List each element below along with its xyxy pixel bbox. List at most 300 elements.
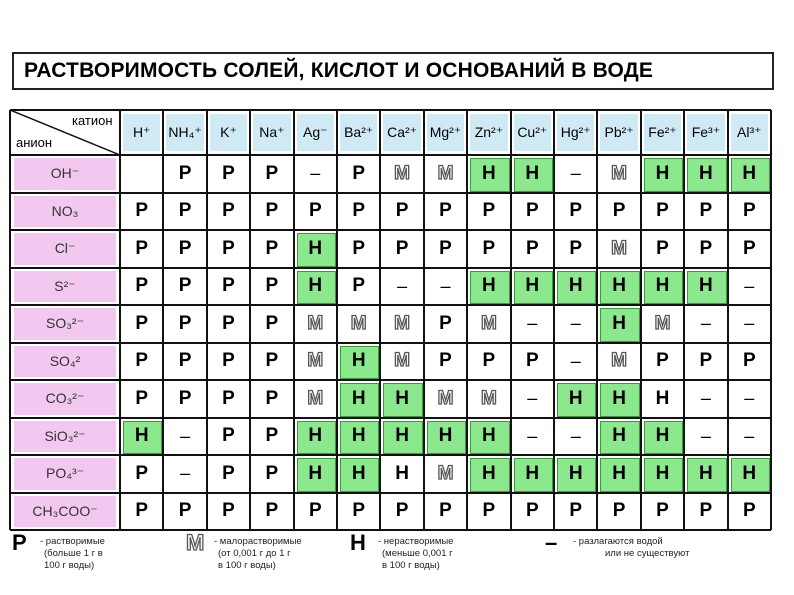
- legend-text: 100 г воды): [44, 560, 95, 571]
- solubility-value: Н: [568, 275, 583, 297]
- solubility-value: –: [180, 425, 191, 446]
- anion-header-8: [14, 458, 116, 490]
- solubility-value: Р: [265, 462, 279, 484]
- grid-line-vertical: [379, 110, 381, 530]
- solubility-value: Н: [525, 162, 540, 184]
- solubility-cell: [294, 493, 337, 531]
- legend-text: (меньше 0,001 г: [382, 548, 453, 559]
- solubility-value: М: [437, 387, 454, 409]
- cation-header-11: [600, 114, 637, 151]
- solubility-value: Н: [395, 462, 409, 484]
- anion-label: Cl⁻: [54, 240, 76, 257]
- solubility-value: Н: [482, 275, 496, 297]
- solubility-value: Р: [265, 500, 279, 522]
- solubility-cell: [728, 193, 771, 231]
- solubility-cell: [728, 268, 771, 306]
- solubility-value: –: [744, 313, 755, 334]
- solubility-value: Р: [742, 500, 756, 522]
- solubility-value: Р: [699, 500, 713, 522]
- solubility-cell: [207, 268, 250, 306]
- solubility-value: М: [307, 387, 324, 409]
- solubility-value: Н: [438, 425, 453, 447]
- solubility-value: Р: [135, 462, 149, 484]
- solubility-cell: [597, 230, 640, 268]
- solubility-value: Р: [352, 275, 366, 297]
- solubility-value: Н: [395, 425, 409, 447]
- solubility-value: Р: [308, 500, 322, 522]
- cation-header-10: [557, 114, 594, 151]
- solubility-value: Р: [482, 350, 496, 372]
- solubility-value: –: [527, 388, 538, 409]
- solubility-value: Р: [222, 462, 235, 484]
- grid-line-vertical: [336, 110, 338, 530]
- cation-header-6: [383, 114, 420, 151]
- legend-text: - разлагаются водой: [573, 536, 663, 547]
- cation-label: NH₄⁺: [168, 124, 202, 140]
- solubility-cell: [641, 268, 684, 306]
- solubility-cell: [554, 493, 597, 531]
- solubility-cell: [684, 493, 727, 531]
- solubility-cell: [511, 155, 554, 193]
- grid-line-vertical: [510, 110, 512, 530]
- solubility-value: Р: [439, 237, 452, 259]
- legend-text: или не существуют: [605, 548, 690, 559]
- solubility-value: Р: [742, 237, 756, 259]
- grid-line-horizontal: [10, 267, 771, 269]
- solubility-cell: [684, 193, 727, 231]
- solubility-cell: [250, 380, 293, 418]
- cation-header-3: [253, 114, 290, 151]
- solubility-value: Н: [568, 462, 583, 484]
- anion-corner-label: анион: [16, 135, 53, 150]
- solubility-cell: [554, 193, 597, 231]
- solubility-value: М: [480, 387, 497, 409]
- grid-line-horizontal: [10, 192, 771, 194]
- cation-header-14: [731, 114, 768, 151]
- solubility-cell: [380, 305, 423, 343]
- solubility-cell: [554, 230, 597, 268]
- solubility-cell: [597, 155, 640, 193]
- solubility-cell: [337, 268, 380, 306]
- solubility-cell: [294, 155, 337, 193]
- legend-symbol: Р: [12, 530, 27, 555]
- solubility-value: Н: [308, 275, 323, 297]
- solubility-cell: [511, 305, 554, 343]
- solubility-value: –: [180, 463, 191, 484]
- solubility-value: Р: [439, 200, 452, 222]
- legend-symbol: –: [545, 530, 558, 555]
- legend-text: - нерастворимые: [378, 536, 454, 547]
- cation-label: Cu²⁺: [517, 124, 548, 140]
- solubility-cell: [728, 380, 771, 418]
- solubility-cell: [511, 193, 554, 231]
- solubility-value: Н: [482, 425, 496, 447]
- anion-label: CO₃²⁻: [45, 390, 85, 407]
- solubility-cell: [641, 193, 684, 231]
- solubility-cell: [163, 268, 206, 306]
- solubility-cell: [597, 418, 640, 456]
- solubility-cell: [380, 418, 423, 456]
- solubility-cell: [120, 455, 163, 493]
- solubility-cell: [207, 493, 250, 531]
- cation-label: Mg²⁺: [429, 124, 462, 140]
- solubility-value: Р: [439, 312, 452, 334]
- solubility-cell: [728, 418, 771, 456]
- solubility-cell: [641, 305, 684, 343]
- solubility-cell: [163, 380, 206, 418]
- grid-line-vertical: [466, 110, 468, 530]
- solubility-value: Н: [612, 425, 626, 447]
- solubility-cell: [467, 493, 510, 531]
- page-title: РАСТВОРИМОСТЬ СОЛЕЙ, КИСЛОТ И ОСНОВАНИЙ В ВОДЕ: [24, 59, 654, 82]
- solubility-value: Р: [569, 200, 583, 222]
- grid-line-vertical: [206, 110, 208, 530]
- solubility-cell: [467, 305, 510, 343]
- solubility-cell: [554, 268, 597, 306]
- solubility-value: Р: [135, 350, 149, 372]
- solubility-cell: [337, 155, 380, 193]
- cation-corner-label: катион: [72, 113, 113, 128]
- grid-line-vertical: [119, 110, 121, 530]
- solubility-value: Р: [222, 162, 235, 184]
- solubility-cell: [597, 268, 640, 306]
- solubility-value: Р: [178, 200, 192, 222]
- cation-header-4: [297, 114, 334, 151]
- solubility-value: Р: [265, 237, 279, 259]
- solubility-value: М: [307, 350, 324, 372]
- solubility-cell: [294, 268, 337, 306]
- solubility-cell: [641, 380, 684, 418]
- solubility-value: Р: [135, 237, 149, 259]
- anion-label: PO₄³⁻: [46, 465, 84, 482]
- anion-label: NO₃: [51, 203, 79, 220]
- grid-line-vertical: [727, 110, 729, 530]
- grid-line-horizontal: [10, 379, 771, 381]
- solubility-cell: [207, 193, 250, 231]
- solubility-value: Р: [699, 237, 713, 259]
- cation-header-7: [427, 114, 464, 151]
- solubility-cell: [511, 268, 554, 306]
- solubility-cell: [597, 380, 640, 418]
- solubility-cell: [207, 230, 250, 268]
- solubility-cell: [163, 455, 206, 493]
- cation-label: Ag⁻: [303, 124, 328, 140]
- grid-line-horizontal: [10, 304, 771, 306]
- solubility-cell: [467, 343, 510, 381]
- solubility-cell: [424, 193, 467, 231]
- anion-label: CH₃COO⁻: [32, 502, 98, 519]
- solubility-cell: [120, 493, 163, 531]
- grid-line-horizontal: [10, 417, 771, 419]
- solubility-value: Р: [308, 200, 322, 222]
- solubility-value: М: [394, 162, 410, 184]
- solubility-cell: [467, 193, 510, 231]
- solubility-cell: [120, 380, 163, 418]
- cation-label: Fe³⁺: [691, 124, 721, 140]
- solubility-value: Н: [742, 162, 757, 184]
- solubility-cell: [294, 380, 337, 418]
- cation-header-5: [340, 114, 377, 151]
- solubility-value: Р: [178, 162, 192, 184]
- grid-line-vertical: [293, 110, 295, 530]
- solubility-value: Н: [351, 425, 366, 447]
- solubility-value: Р: [352, 237, 366, 259]
- cation-header-12: [644, 114, 681, 151]
- solubility-cell: [163, 305, 206, 343]
- solubility-value: М: [611, 162, 627, 184]
- solubility-value: Р: [612, 500, 626, 522]
- title-box: [12, 52, 774, 90]
- solubility-value: Р: [742, 350, 756, 372]
- solubility-cell: [380, 193, 423, 231]
- solubility-cell: [684, 268, 727, 306]
- solubility-cell: [380, 155, 423, 193]
- solubility-cell: [641, 493, 684, 531]
- solubility-cell: [728, 455, 771, 493]
- solubility-cell: [424, 155, 467, 193]
- solubility-value: Н: [351, 387, 366, 409]
- solubility-cell: [554, 380, 597, 418]
- solubility-cell: [511, 493, 554, 531]
- solubility-cell: [641, 455, 684, 493]
- cation-header-1: [166, 114, 203, 151]
- solubility-value: Р: [612, 200, 626, 222]
- cation-label: Al³⁺: [737, 124, 762, 140]
- solubility-cell: [337, 455, 380, 493]
- solubility-cell: [511, 343, 554, 381]
- solubility-value: Р: [395, 200, 409, 222]
- solubility-value: Р: [178, 350, 192, 372]
- solubility-value: Р: [135, 312, 149, 334]
- solubility-value: –: [744, 425, 755, 446]
- solubility-value: Н: [699, 162, 713, 184]
- solubility-cell: [337, 380, 380, 418]
- solubility-cell: [380, 455, 423, 493]
- solubility-cell: [207, 155, 250, 193]
- solubility-cell: [294, 230, 337, 268]
- solubility-cell: [684, 230, 727, 268]
- solubility-cell: [163, 230, 206, 268]
- solubility-cell: [467, 268, 510, 306]
- solubility-cell: [554, 418, 597, 456]
- solubility-cell: [120, 193, 163, 231]
- solubility-value: Н: [655, 462, 670, 484]
- solubility-cell: [467, 418, 510, 456]
- legend-text: в 100 г воды): [218, 560, 276, 571]
- legend-text: (больше 1 г в: [44, 548, 103, 559]
- solubility-value: Н: [655, 387, 670, 409]
- solubility-cell: [424, 455, 467, 493]
- solubility-cell: [467, 455, 510, 493]
- solubility-value: –: [570, 163, 581, 184]
- solubility-cell: [250, 230, 293, 268]
- solubility-cell: [684, 380, 727, 418]
- anion-header-9: [14, 496, 116, 528]
- solubility-value: Р: [699, 350, 713, 372]
- solubility-value: –: [744, 275, 755, 296]
- solubility-value: Н: [525, 275, 540, 297]
- solubility-cell: [424, 380, 467, 418]
- grid-line-vertical: [162, 110, 164, 530]
- solubility-cell: [163, 493, 206, 531]
- solubility-cell: [294, 343, 337, 381]
- solubility-value: Р: [135, 500, 149, 522]
- solubility-cell: [294, 193, 337, 231]
- solubility-cell: [163, 193, 206, 231]
- cation-label: Fe²⁺: [648, 124, 677, 140]
- solubility-value: Р: [178, 275, 192, 297]
- solubility-cell: [641, 230, 684, 268]
- solubility-value: М: [350, 312, 367, 334]
- solubility-value: Н: [395, 387, 409, 409]
- solubility-cell: [120, 155, 163, 193]
- legend-text: в 100 г воды): [382, 560, 440, 571]
- solubility-cell: [424, 230, 467, 268]
- solubility-value: Н: [612, 275, 626, 297]
- grid-line-horizontal: [10, 154, 771, 156]
- solubility-value: –: [527, 313, 538, 334]
- solubility-cell: [597, 305, 640, 343]
- solubility-value: Р: [222, 350, 235, 372]
- grid-line-horizontal: [10, 529, 771, 531]
- solubility-value: Р: [395, 237, 409, 259]
- legend-text: - растворимые: [40, 536, 105, 547]
- solubility-value: Р: [222, 425, 235, 447]
- solubility-cell: [424, 343, 467, 381]
- anion-header-0: [14, 158, 116, 190]
- solubility-value: Н: [568, 387, 583, 409]
- solubility-value: –: [744, 388, 755, 409]
- solubility-value: Р: [525, 500, 539, 522]
- solubility-value: Р: [222, 237, 235, 259]
- anion-label: SO₃²⁻: [46, 315, 84, 332]
- solubility-cell: [467, 230, 510, 268]
- solubility-cell: [250, 305, 293, 343]
- solubility-value: Р: [656, 237, 669, 259]
- solubility-cell: [554, 305, 597, 343]
- solubility-value: Р: [178, 387, 192, 409]
- solubility-value: М: [611, 350, 627, 372]
- solubility-value: М: [437, 462, 454, 484]
- solubility-value: Н: [655, 162, 670, 184]
- grid-line-vertical: [683, 110, 685, 530]
- solubility-value: Р: [135, 275, 149, 297]
- solubility-cell: [294, 305, 337, 343]
- solubility-cell: [163, 343, 206, 381]
- grid-line-vertical: [770, 110, 772, 530]
- grid-line-vertical: [596, 110, 598, 530]
- solubility-value: Н: [351, 350, 366, 372]
- legend-symbol: М: [186, 530, 205, 555]
- solubility-value: Р: [525, 350, 539, 372]
- solubility-value: Р: [222, 500, 235, 522]
- solubility-cell: [250, 455, 293, 493]
- solubility-value: –: [700, 388, 711, 409]
- grid-line-vertical: [553, 110, 555, 530]
- solubility-value: –: [310, 163, 321, 184]
- solubility-cell: [120, 268, 163, 306]
- solubility-value: Н: [699, 462, 713, 484]
- solubility-cell: [597, 493, 640, 531]
- solubility-value: Р: [265, 162, 279, 184]
- solubility-value: Р: [265, 200, 279, 222]
- cation-label: H⁺: [132, 124, 151, 140]
- solubility-value: Р: [656, 350, 669, 372]
- anion-header-1: [14, 196, 116, 228]
- solubility-cell: [554, 455, 597, 493]
- solubility-value: –: [527, 425, 538, 446]
- solubility-value: Р: [222, 275, 235, 297]
- grid-line-horizontal: [10, 492, 771, 494]
- solubility-cell: [163, 418, 206, 456]
- solubility-cell: [207, 380, 250, 418]
- solubility-cell: [424, 268, 467, 306]
- solubility-value: Н: [742, 462, 757, 484]
- solubility-value: Н: [482, 462, 496, 484]
- solubility-cell: [250, 493, 293, 531]
- solubility-value: Н: [308, 425, 323, 447]
- solubility-value: Р: [265, 312, 279, 334]
- solubility-value: М: [394, 350, 410, 372]
- solubility-cell: [728, 155, 771, 193]
- anion-header-4: [14, 308, 116, 340]
- solubility-cell: [597, 193, 640, 231]
- solubility-cell: [684, 305, 727, 343]
- solubility-value: М: [654, 312, 671, 334]
- solubility-cell: [684, 455, 727, 493]
- solubility-cell: [467, 155, 510, 193]
- solubility-value: Р: [569, 500, 583, 522]
- cation-label: Ba²⁺: [344, 124, 374, 140]
- solubility-value: Р: [222, 387, 235, 409]
- solubility-cell: [597, 343, 640, 381]
- solubility-value: –: [397, 275, 408, 296]
- cation-label: Na⁺: [259, 124, 285, 140]
- anion-label: OH⁻: [50, 165, 80, 182]
- solubility-value: М: [307, 312, 324, 334]
- solubility-value: Н: [699, 275, 713, 297]
- solubility-value: –: [570, 350, 581, 371]
- solubility-value: –: [700, 425, 711, 446]
- solubility-table: [10, 110, 772, 530]
- solubility-cell: [337, 493, 380, 531]
- solubility-cell: [163, 155, 206, 193]
- solubility-cell: [380, 343, 423, 381]
- solubility-value: Р: [352, 162, 366, 184]
- solubility-value: Н: [308, 237, 323, 259]
- solubility-cell: [207, 418, 250, 456]
- cation-label: K⁺: [220, 124, 237, 140]
- solubility-value: Р: [265, 387, 279, 409]
- legend-text: (от 0,001 г до 1 г: [218, 548, 291, 559]
- solubility-cell: [728, 305, 771, 343]
- solubility-cell: [511, 230, 554, 268]
- solubility-cell: [554, 155, 597, 193]
- solubility-cell: [337, 230, 380, 268]
- solubility-value: Р: [135, 200, 149, 222]
- cation-header-13: [687, 114, 724, 151]
- grid-line-horizontal: [10, 229, 771, 231]
- solubility-value: Р: [265, 350, 279, 372]
- anion-header-7: [14, 421, 116, 453]
- solubility-cell: [337, 305, 380, 343]
- solubility-value: Р: [178, 237, 192, 259]
- solubility-cell: [337, 418, 380, 456]
- solubility-value: Р: [699, 200, 713, 222]
- cation-label: Ca²⁺: [387, 124, 418, 140]
- solubility-value: Н: [655, 275, 670, 297]
- solubility-cell: [684, 155, 727, 193]
